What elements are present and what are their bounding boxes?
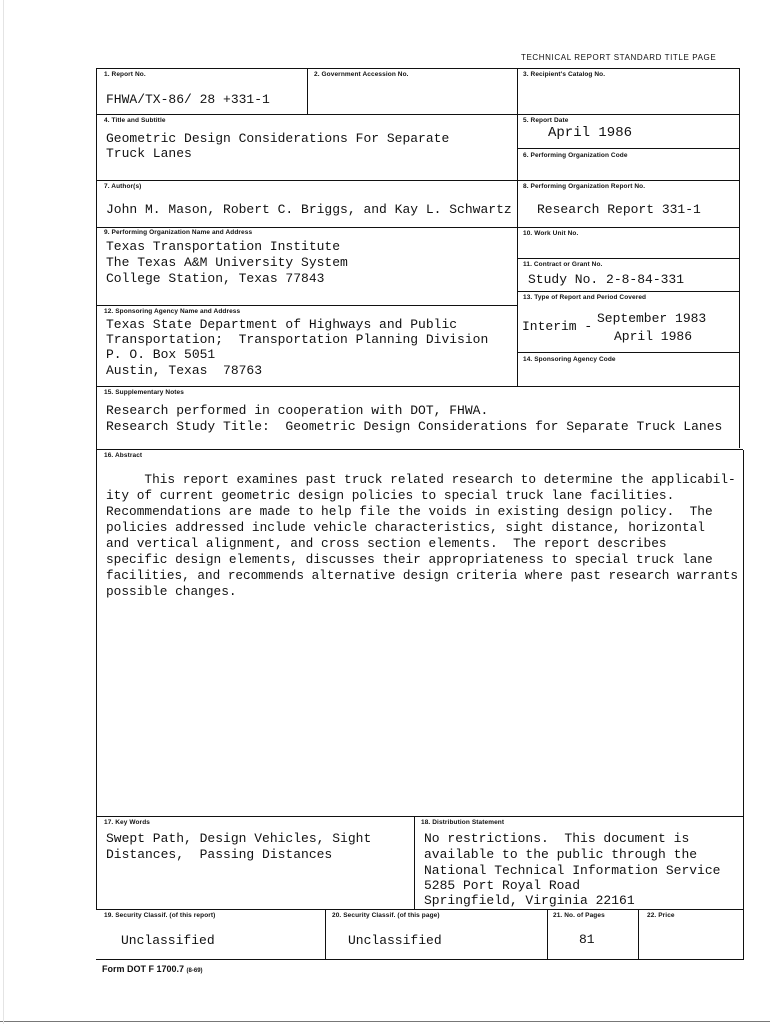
- sponsoring-agency-line-3: P. O. Box 5051: [106, 347, 216, 362]
- frame-right-upper: [739, 68, 740, 448]
- distribution-line-4: 5285 Port Royal Road: [424, 878, 581, 893]
- abstract-line-7: facilities, and recommends alternative design criteria where past research warrants: [106, 568, 738, 583]
- frame-right-lower: [743, 450, 744, 960]
- abstract-line-3: Recommendations are made to help file the voids in existing design policy. The: [106, 504, 713, 519]
- performing-org-line-1: Texas Transportation Institute: [106, 239, 341, 254]
- abstract-line-1: This report examines past truck related research to determine the applicabil-: [106, 472, 736, 487]
- abstract-line-2: ity of current geometric design policies to special truck lane facilities.: [106, 488, 675, 503]
- key-words-label: 17. Key Words: [104, 819, 150, 826]
- num-pages-value: 81: [579, 932, 595, 947]
- performing-org-code-label: 6. Performing Organization Code: [523, 152, 628, 159]
- security-page-label: 20. Security Classif. (of this page): [332, 912, 440, 919]
- row1-bottom: [96, 114, 739, 115]
- report-type-label: 13. Type of Report and Period Covered: [523, 294, 647, 301]
- price-label: 22. Price: [647, 912, 675, 919]
- scan-edge-bottom: [0, 1021, 770, 1022]
- right-col-11-13: [517, 291, 739, 292]
- report-date-label: 5. Report Date: [523, 117, 569, 124]
- recipient-catalog-label: 3. Recipient's Catalog No.: [523, 71, 606, 78]
- form-date: (8-69): [186, 968, 203, 974]
- security-report-value: Unclassified: [121, 933, 215, 948]
- title-line-2: Truck Lanes: [106, 146, 192, 161]
- row5-bottom: [96, 386, 739, 387]
- row2-bottom: [96, 180, 739, 181]
- sponsoring-code-label: 14. Sponsoring Agency Code: [523, 356, 616, 363]
- sponsoring-agency-label: 12. Sponsoring Agency Name and Address: [104, 308, 241, 315]
- distribution-line-2: available to the public through the: [424, 847, 698, 862]
- abstract-line-4: policies addressed include vehicle characteristics, sight distance, horizontal: [106, 520, 705, 535]
- performing-org-line-2: The Texas A&M University System: [106, 255, 348, 270]
- contract-grant-label: 11. Contract or Grant No.: [523, 261, 603, 268]
- frame-bottom: [96, 959, 743, 960]
- title-subtitle-label: 4. Title and Subtitle: [104, 117, 166, 124]
- abstract-line-5: and vertical alignment, and cross section elements. The report describes: [106, 536, 667, 551]
- row19-div1: [325, 909, 326, 960]
- contract-grant-value: Study No. 2-8-84-331: [528, 272, 685, 287]
- performing-org-label: 9. Performing Organization Name and Address: [104, 229, 253, 236]
- report-period-to: April 1986: [614, 329, 693, 344]
- abstract-line-8: possible changes.: [106, 584, 237, 599]
- sponsoring-agency-line-4: Austin, Texas 78763: [106, 363, 263, 378]
- form-number-text: Form DOT F 1700.7: [102, 964, 185, 974]
- authors-value: John M. Mason, Robert C. Briggs, and Kay L. Schwartz: [106, 202, 512, 217]
- distribution-line-5: Springfield, Virginia 22161: [424, 893, 635, 908]
- row17-bottom: [96, 909, 743, 910]
- right-col-13-14: [517, 352, 739, 353]
- report-period-from: September 1983: [597, 311, 707, 326]
- security-report-label: 19. Security Classif. (of this report): [104, 912, 216, 919]
- supplementary-label: 15. Supplementary Notes: [104, 389, 184, 396]
- frame-left: [96, 68, 97, 910]
- security-page-value: Unclassified: [348, 933, 442, 948]
- page-header-title: TECHNICAL REPORT STANDARD TITLE PAGE: [521, 53, 717, 62]
- title-line-1: Geometric Design Considerations For Separate: [106, 131, 450, 146]
- row3-bottom: [96, 227, 739, 228]
- right-col-5-6: [517, 148, 739, 149]
- key-words-line-1: Swept Path, Design Vehicles, Sight: [106, 831, 372, 846]
- key-words-line-2: Distances, Passing Distances: [106, 847, 333, 862]
- form-number: [102, 964, 203, 974]
- abstract-line-6: specific design elements, discusses their appropriateness to special truck lane: [106, 552, 713, 567]
- report-no-value: FHWA/TX-86/ 28 +331-1: [106, 92, 270, 107]
- sponsoring-agency-line-2: Transportation; Transportation Planning Division: [106, 332, 489, 347]
- supplementary-line-2: Research Study Title: Geometric Design Considerations for Separate Truck Lanes: [106, 419, 723, 434]
- abstract-bottom: [96, 816, 743, 817]
- sponsoring-agency-line-1: Texas State Department of Highways and Public: [106, 317, 458, 332]
- distribution-label: 18. Distribution Statement: [421, 819, 505, 826]
- frame-top: [96, 68, 740, 69]
- performing-org-report-label: 8. Performing Organization Report No.: [523, 183, 646, 190]
- row17-div: [414, 816, 415, 910]
- report-no-label: 1. Report No.: [104, 71, 146, 78]
- report-date-value: April 1986: [548, 125, 633, 141]
- right-col-10-11: [517, 258, 739, 259]
- distribution-line-3: National Technical Information Service: [424, 863, 721, 878]
- supplementary-line-1: Research performed in cooperation with DOT, FHWA.: [106, 403, 489, 418]
- performing-org-report-value: Research Report 331-1: [537, 202, 701, 217]
- num-pages-label: 21. No. of Pages: [553, 912, 605, 919]
- gov-accession-label: 2. Government Accession No.: [314, 71, 409, 78]
- abstract-label: 16. Abstract: [104, 452, 143, 459]
- row19-div3: [638, 909, 639, 960]
- row4-bottom: [96, 305, 517, 306]
- row1-div1: [307, 68, 308, 114]
- row6-bottom: [96, 449, 743, 450]
- row19-div2: [547, 909, 548, 960]
- performing-org-line-3: College Station, Texas 77843: [106, 271, 325, 286]
- work-unit-label: 10. Work Unit No.: [523, 230, 579, 237]
- distribution-line-1: No restrictions. This document is: [424, 831, 690, 846]
- authors-label: 7. Author(s): [104, 183, 142, 190]
- scan-edge-left: [3, 0, 4, 1024]
- report-type-prefix: Interim -: [522, 319, 593, 334]
